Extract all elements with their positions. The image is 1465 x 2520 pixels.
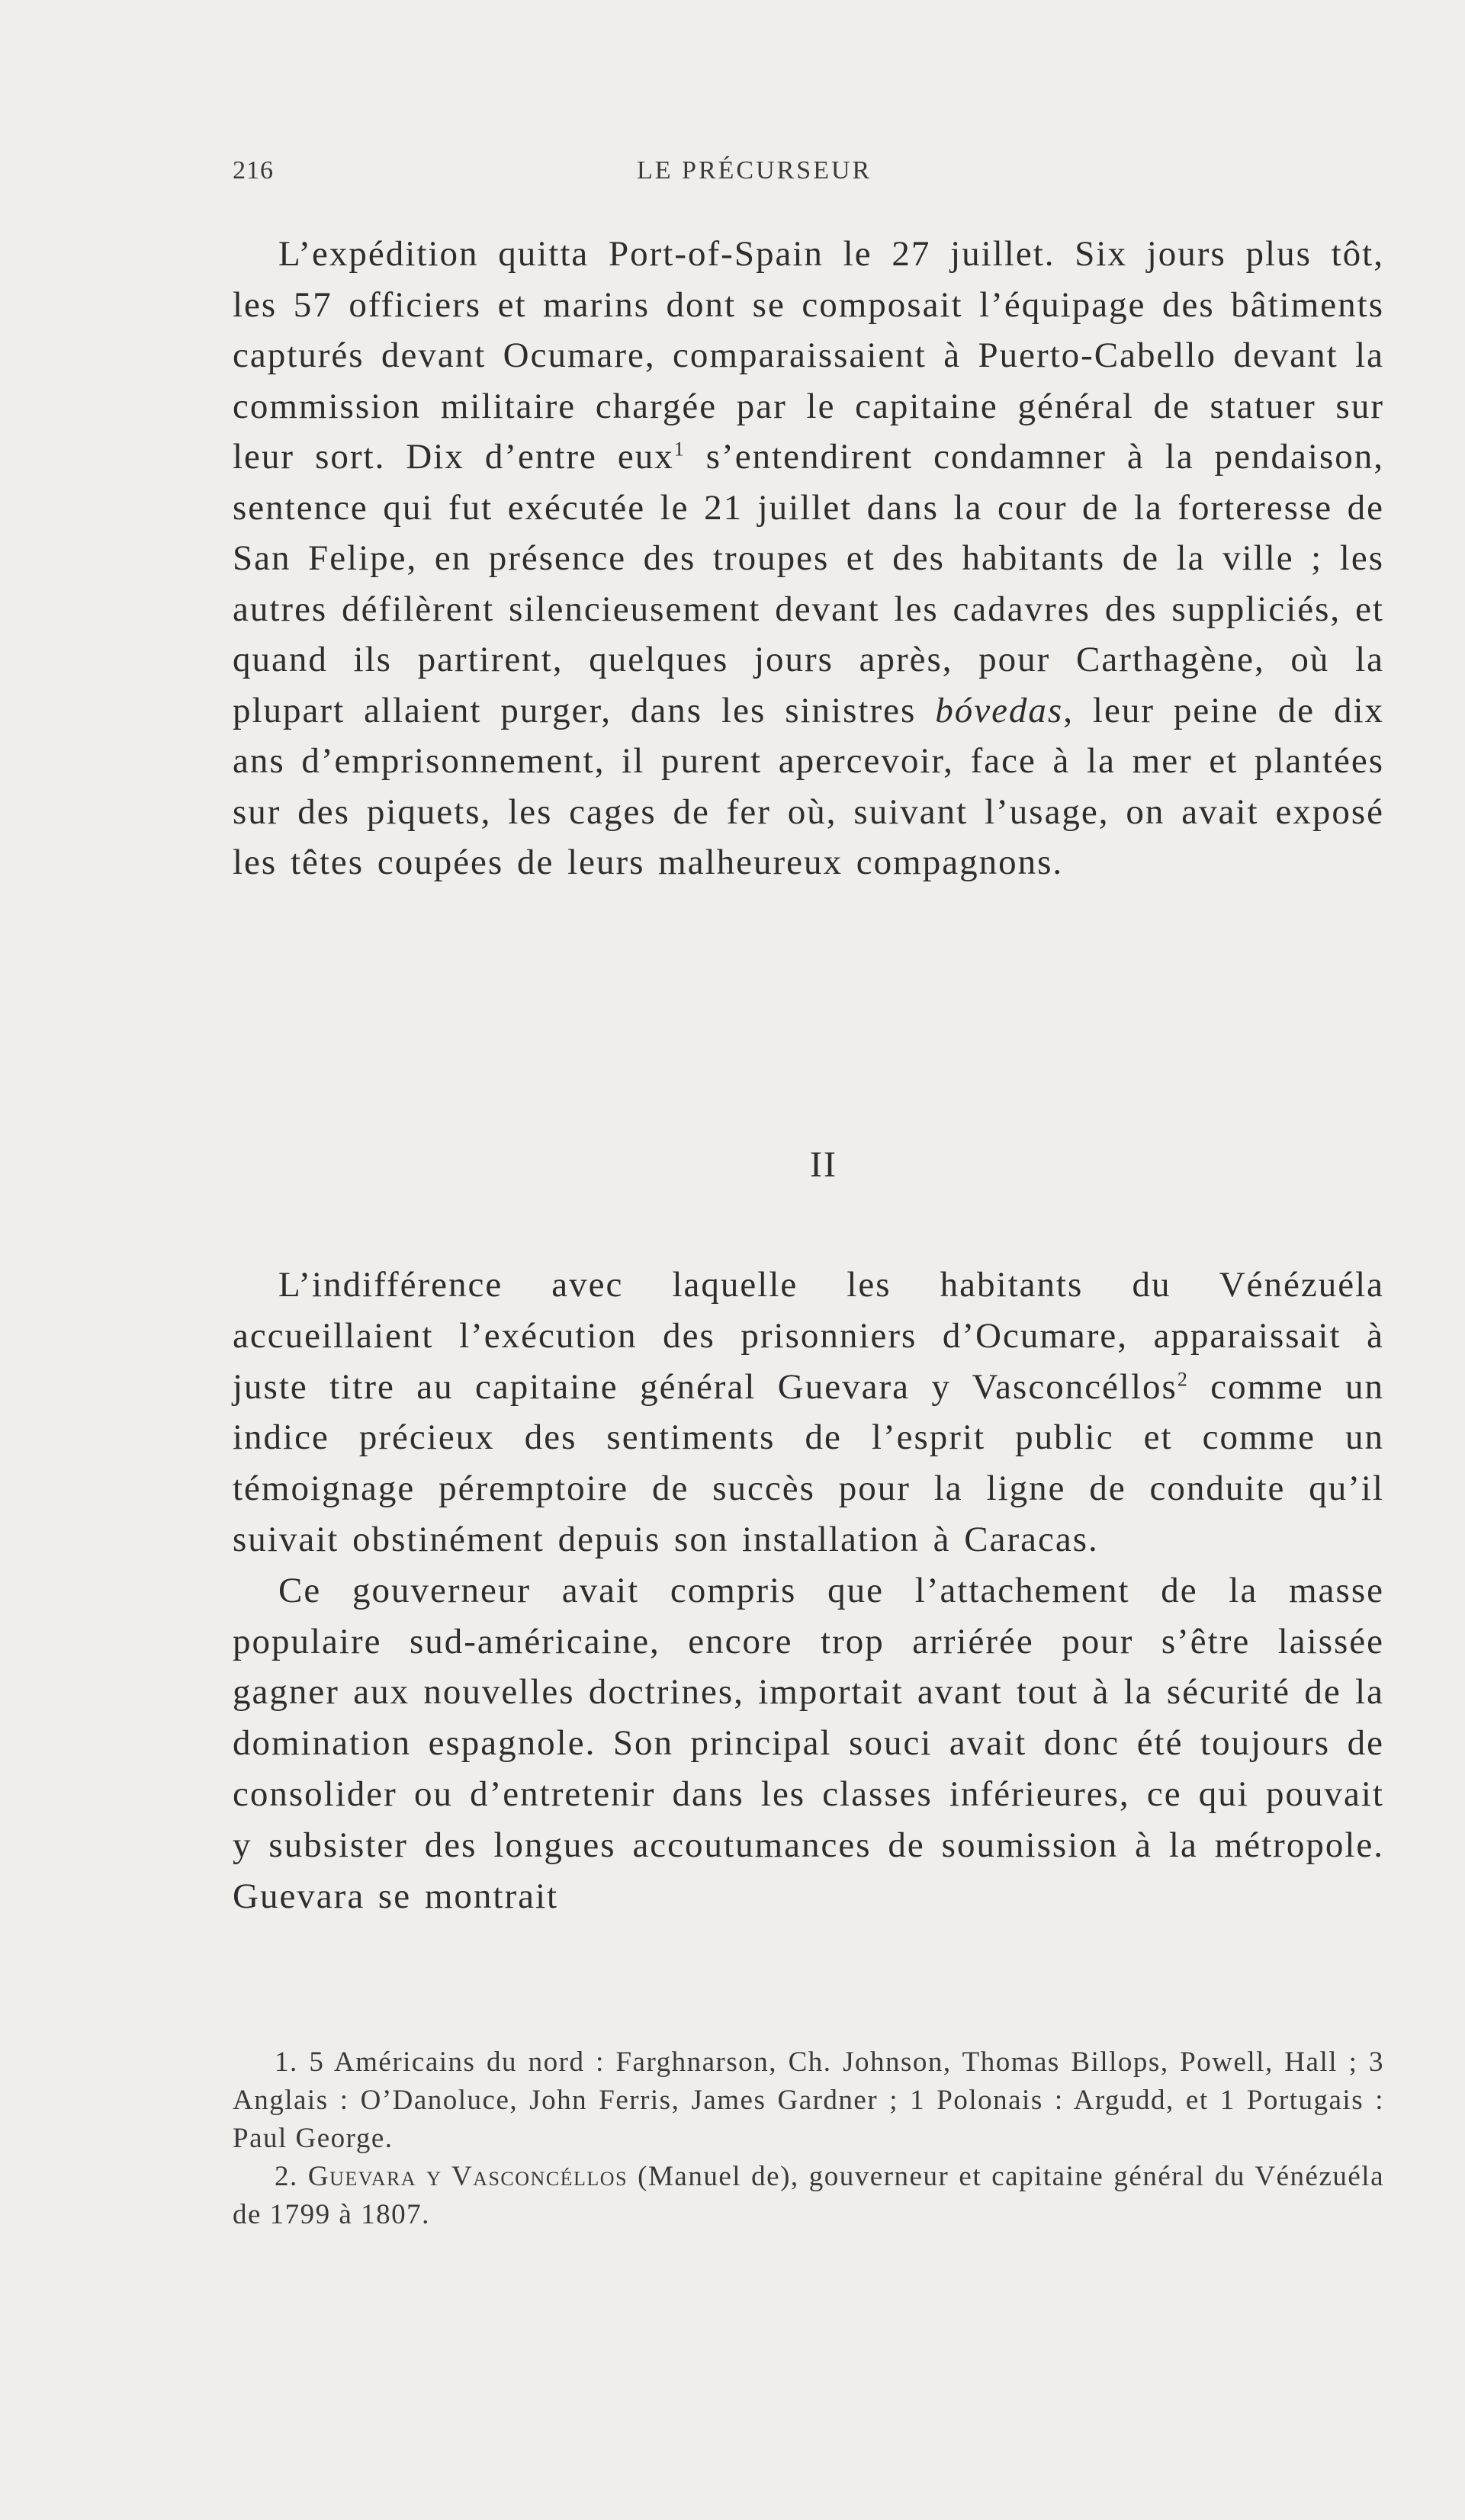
paragraph-1-part-1: L’expédition quitta Port-of-Spain le 27 juillet. Six jours plus tôt, les 57 officiers et marins dont se composait l’équipage des bâtiments capturés devant Ocumare, comparaissaient à Puerto-Cabello devant la commission militaire chargée par le capitaine général de statuer sur leur sort. Dix d’entre eux xyxy=(233,234,1384,477)
footnote-2-name: Guevara y Vasconcéllos xyxy=(307,2161,628,2192)
footnote-ref-2: 2 xyxy=(1177,1367,1189,1390)
paragraph-2-part-1: L’indifférence avec laquelle les habitants du Vénézuéla accueillaient l’exécution des prisonniers d’Ocumare, apparaissait à juste titre au capitaine général Guevara y Vasconcéllos xyxy=(233,1265,1384,1407)
running-title: LE PRÉCURSEUR xyxy=(637,156,872,185)
paragraph-indifference xyxy=(233,1260,1384,1565)
paragraph-expedition xyxy=(233,229,1384,888)
paragraph-1-part-2: s’entendirent condamner à la pendaison, sentence qui fut exécutée le 21 juillet dans la cour de la forteresse de San Felipe, en présence des troupes et des habitants de la ville ; les autres défilèrent silencieusement devant les cadavres des suppliciés, et quand ils partirent, quelques jours après, pour Carthagène, où la plupart allaient purger, dans les sinistres xyxy=(233,437,1384,730)
paragraph-2-part-2: comme un indice précieux des sentiments de l’esprit public et comme un témoignage péremptoire de succès pour la ligne de conduite qu’il suivait obstinément depuis son installation à Caracas. xyxy=(233,1366,1384,1559)
section-heading: II xyxy=(810,1144,837,1185)
page-header xyxy=(233,156,1392,187)
footnote-ref-1: 1 xyxy=(673,438,686,461)
italic-term-bovedas: bóvedas xyxy=(935,690,1064,730)
paragraph-1-part-3: , leur peine de dix ans d’emprisonnement, il purent apercevoir, face à la mer et plantées sur des piquets, les cages de fer où, suivant l’usage, on avait exposé les têtes coupées de leurs malheureux compagnons. xyxy=(233,690,1385,882)
main-text-block-1 xyxy=(233,229,1384,888)
footnote-2-prefix: 2. xyxy=(275,2161,308,2192)
footnote-1: 1. 5 Américains du nord : Farghnarson, Ch. Johnson, Thomas Billops, Powell, Hall ; 3 Anglais : O’Danoluce, John Ferris, James Gardner ; 1 Polonais : Argudd, et 1 Portugais : Paul George. xyxy=(233,2046,1384,2154)
footnotes xyxy=(233,2043,1384,2234)
footnote-2-rest: (Manuel de), gouverneur et capitaine général du Vénézuéla de 1799 à 1807. xyxy=(233,2161,1384,2230)
main-text-block-2 xyxy=(233,1260,1384,1921)
footnote-2 xyxy=(233,2158,1384,2234)
paragraph-gouverneur xyxy=(233,1565,1384,1922)
page-number: 216 xyxy=(233,156,274,185)
paragraph-3-text: Ce gouverneur avait compris que l’attachement de la masse populaire sud-américaine, encore trop arriérée pour s’être laissée gagner aux nouvelles doctrines, importait avant tout à la sécurité de la domination espagnole. Son principal souci avait donc été toujours de consolider ou d’entretenir dans les classes inférieures, ce qui pouvait y subsister des longues accoutumances de soumission à la métropole. Guevara se montrait xyxy=(233,1570,1384,1916)
